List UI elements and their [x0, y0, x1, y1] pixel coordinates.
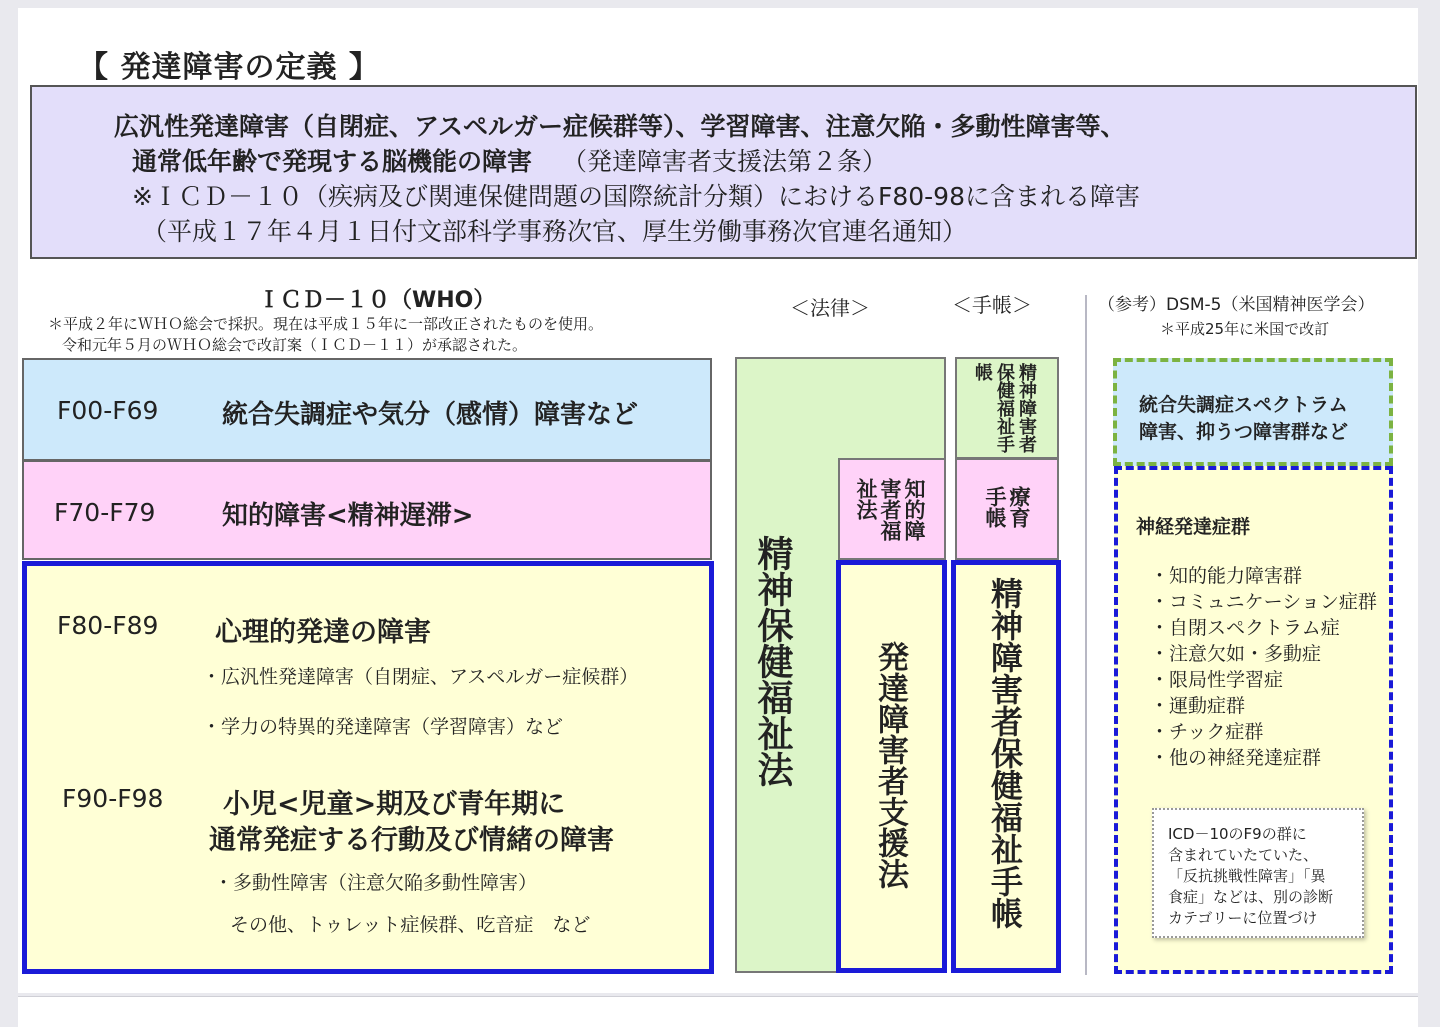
dsm-footnote-line: ICD－10のF9の群に	[1168, 825, 1307, 843]
next-slide-edge	[18, 996, 1418, 1027]
dsm-item: ・知的能力障害群	[1150, 565, 1303, 587]
mental-notebook-top-label: 精神障害者保健福祉手帳	[972, 363, 1037, 453]
dsm-neurodev-title: 神経発達症群	[1136, 516, 1251, 538]
dsm-schizo-box	[1113, 358, 1393, 466]
definition-law-ref: （発達障害者支援法第２条）	[562, 147, 888, 176]
icd-band-f80-f98	[22, 561, 714, 974]
dsm-footnote-line: 「反抗挑戦性障害」「異	[1168, 867, 1326, 885]
icd-note-1: ＊平成２年にＷＨＯ総会で採択。現在は平成１５年に一部改正されたものを使用。	[48, 315, 604, 333]
icd-label-f70: 知的障害<精神遅滞>	[222, 501, 474, 531]
icd-header: ＩＣＤ－１０（WHO）	[258, 288, 496, 313]
dsm-schizo-line-2: 障害、抑うつ障害群など	[1139, 421, 1349, 443]
dsm-item: ・チック症群	[1150, 721, 1264, 743]
dev-disability-law-label: 発達障害者支援法	[872, 641, 908, 889]
dsm-item: ・コミュニケーション症群	[1150, 591, 1377, 613]
dsm-footnote-line: カテゴリーに位置づけ	[1168, 909, 1318, 927]
icd-code-f00: F00-F69	[57, 396, 159, 425]
definition-line-1: 広汎性発達障害（自閉症、アスペルガー症候群等）、学習障害、注意欠陥・多動性障害等、	[114, 112, 1126, 141]
dsm-header: （参考）DSM-5（米国精神医学会）	[1098, 295, 1375, 315]
dsm-item: ・運動症群	[1150, 695, 1246, 717]
icd-label-f00: 統合失調症や気分（感情）障害など	[222, 400, 639, 430]
icd-code-f80: F80-F89	[57, 611, 159, 640]
dev-notebook-label: 精神障害者保健福祉手帳	[986, 577, 1024, 929]
dev-notebook-box	[951, 560, 1061, 973]
definition-main: 通常低年齢で発現する脳機能の障害	[132, 147, 533, 176]
definition-line-3: ※ＩＣＤ－１０（疾病及び関連保健問題の国際統計分類）におけるF80-98に含まれる障害	[132, 182, 1140, 211]
icd-item-ld: ・学力の特異的発達障害（学習障害）など	[202, 716, 564, 738]
rehab-notebook-box	[955, 458, 1059, 560]
dsm-note: ＊平成25年に米国で改訂	[1160, 320, 1330, 338]
dsm-schizo-line-1: 統合失調症スペクトラム	[1139, 394, 1348, 416]
dsm-item: ・注意欠如・多動症	[1150, 643, 1322, 665]
icd-band-f00-f69	[22, 358, 712, 461]
dsm-footnote-line: 食症」などは、別の診断	[1168, 888, 1334, 906]
notebook-header: ＜手帳＞	[952, 293, 1032, 317]
icd-note-2: 令和元年５月のＷＨＯ総会で改訂案（ＩＣＤ－１１）が承認された。	[62, 336, 528, 354]
dsm-footnote-text	[1168, 824, 1333, 929]
definition-line-4: （平成１７年４月１日付文部科学事務次官、厚生労働事務次官連名通知）	[142, 217, 968, 246]
dev-disability-law-box	[836, 560, 947, 973]
rehab-notebook-label: 療育手帳	[983, 486, 1031, 528]
definition-box	[30, 85, 1417, 259]
dsm-footnote-box	[1152, 808, 1364, 938]
icd-band-f70-f79	[22, 460, 712, 560]
dsm-item: ・他の神経発達症群	[1150, 747, 1322, 769]
intellectual-disability-law-box	[838, 458, 946, 560]
icd-label-f90-a: 小児<児童>期及び青年期に	[223, 789, 566, 820]
icd-label-f80: 心理的発達の障害	[215, 617, 431, 648]
icd-code-f90: F90-F98	[62, 784, 164, 813]
mental-notebook-top-box	[955, 357, 1059, 459]
icd-item-adhd: ・多動性障害（注意欠陥多動性障害）	[214, 872, 538, 894]
dsm-item: ・限局性学習症	[1150, 669, 1284, 691]
icd-item-others: その他、トゥレット症候群、吃音症 など	[230, 914, 591, 936]
mental-health-law-label: 精神保健福祉法	[752, 535, 793, 787]
definition-line-2	[132, 142, 887, 178]
law-header: ＜法律＞	[790, 296, 870, 320]
icd-item-pdd: ・広汎性発達障害（自閉症、アスペルガー症候群）	[202, 666, 639, 688]
dsm-item: ・自閉スペクトラム症	[1150, 617, 1340, 639]
dsm-footnote-line: 含まれていたていた、	[1168, 846, 1319, 864]
page-title: 【 発達障害の定義 】	[78, 50, 380, 85]
section-divider	[1085, 295, 1087, 975]
intellectual-disability-law-label: 知的障害者福祉法	[854, 478, 926, 541]
icd-label-f90-b: 通常発症する行動及び情緒の障害	[209, 825, 614, 856]
icd-code-f70: F70-F79	[54, 498, 156, 527]
